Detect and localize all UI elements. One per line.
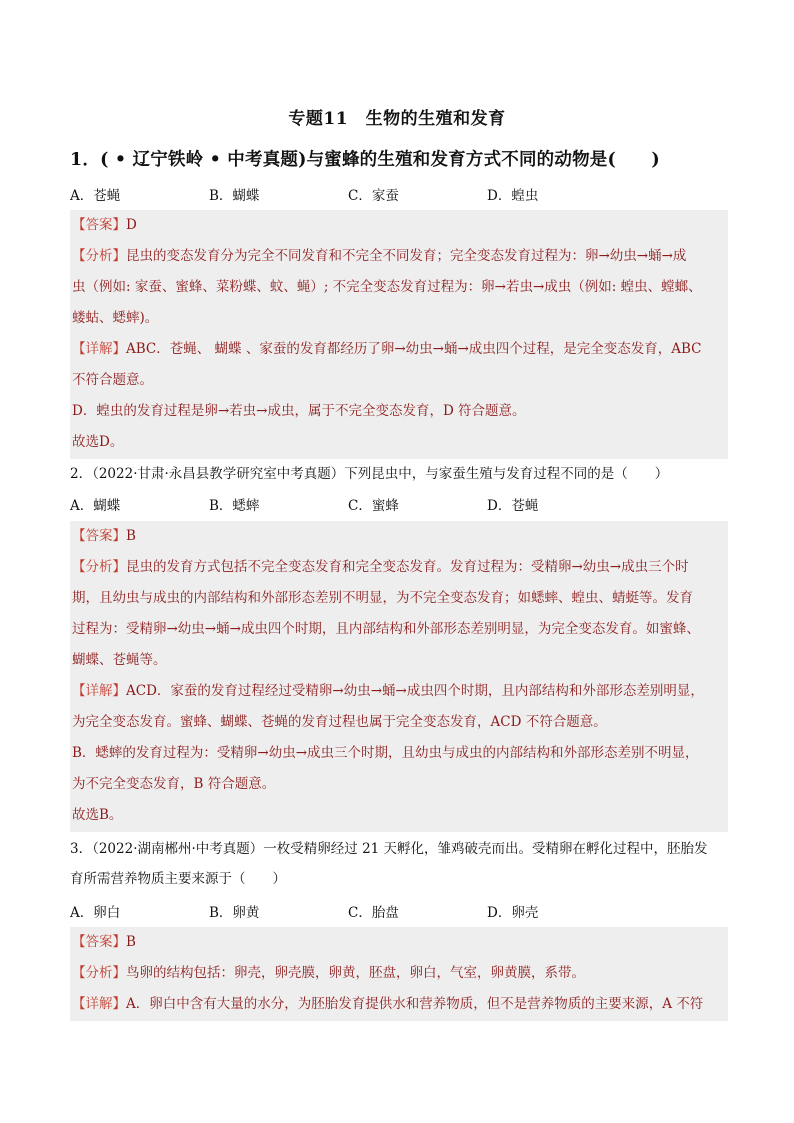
analysis-text: 昆虫的发育方式包括不完全变态发育和完全变态发育。发育过程为：受精卵→幼虫→成虫三个时 [126, 559, 689, 575]
detail-text: 不符合题意。 [72, 372, 153, 388]
analysis-tag: 【分析】 [72, 965, 126, 981]
detail-text: ACD．家蚕的发育过程经过受精卵→幼虫→蛹→成虫四个时期，且内部结构和外部形态差别明显， [126, 683, 704, 699]
answer-value: B [126, 934, 136, 950]
question-1-option-c: C．家蚕 [348, 188, 399, 204]
question-3-option-c: C．胎盘 [348, 905, 399, 921]
detail-tag: 【详解】 [72, 683, 126, 699]
answer-value: D [126, 217, 137, 233]
analysis-text: 期，且幼虫与成虫的内部结构和外部形态差别不明显，为不完全变态发育；如蟋蟀、蝗虫、蜻蜓等。发育 [72, 590, 693, 606]
answer-value: B [126, 528, 136, 544]
question-3-option-b: B．卵黄 [209, 905, 260, 921]
detail-text: D．蝗虫的发育过程是卵→若虫→成虫，属于不完全变态发育，D 符合题意。 [72, 403, 526, 419]
question-1-option-b: B．蝴蝶 [209, 188, 260, 204]
analysis-tag: 【分析】 [72, 559, 126, 575]
analysis-text: 蝴蝶、苍蝇等。 [72, 652, 167, 668]
detail-tag: 【详解】 [72, 996, 126, 1012]
question-3-option-a: A．卵白 [70, 905, 121, 921]
analysis-text: 鸟卵的结构包括：卵壳，卵壳膜，卵黄，胚盘，卵白，气室，卵黄膜，系带。 [126, 965, 585, 981]
question-2-option-d: D．苍蝇 [487, 498, 539, 514]
analysis-line [72, 958, 728, 989]
answer-line [72, 521, 728, 552]
page-title: 专题11 生物的生殖和发育 [288, 109, 506, 129]
detail-text: ABC．苍蝇、 蝴蝶 、家蚕的发育都经历了卵→幼虫→蛹→成虫四个过程，是完全变态发育，ABC [126, 341, 702, 357]
analysis-line [72, 552, 728, 583]
question-3-option-d: D．卵壳 [487, 905, 539, 921]
question-2-option-b: B．蟋蟀 [209, 498, 260, 514]
analysis-text: 昆虫的变态发育分为完全不同发育和不完全不同发育；完全变态发育过程为：卵→幼虫→蛹→成 [126, 248, 687, 264]
question-1-stem: 1．( • 辽宁铁岭 • 中考真题)与蜜蜂的生殖和发育方式不同的动物是( ) [70, 150, 660, 170]
question-3-options [70, 901, 730, 925]
analysis-line [72, 241, 728, 272]
detail-line [72, 989, 728, 1020]
question-2-stem: 2．（2022·甘肃·永昌县教学研究室中考真题）下列昆虫中，与家蚕生殖与发育过程不同的是（ ） [70, 466, 669, 482]
analysis-text: 蝼蛄、蟋蟀)。 [72, 310, 159, 326]
detail-text: B．蟋蟀的发育过程为：受精卵→幼虫→成虫三个时期，且幼虫与成虫的内部结构和外部形态差别不明显， [72, 745, 699, 761]
question-2-options [70, 494, 730, 518]
detail-text: 故选D。 [72, 434, 124, 450]
question-2-solution [70, 521, 728, 832]
question-2-option-a: A．蝴蝶 [70, 498, 121, 514]
question-1-option-a: A．苍蝇 [70, 188, 121, 204]
analysis-text: 虫（例如: 家蚕、蜜蜂、菜粉蝶、蚊、蝇）; 不完全变态发育过程为：卵→若虫→成虫（例如: 蝗虫、螳螂、 [72, 279, 702, 295]
detail-line [72, 334, 728, 365]
answer-tag: 【答案】 [72, 934, 126, 950]
answer-line [72, 927, 728, 958]
detail-text: 为不完全变态发育，B 符合题意。 [72, 776, 276, 792]
question-2-option-c: C．蜜蜂 [348, 498, 399, 514]
analysis-text: 过程为：受精卵→幼虫→蛹→成虫四个时期，且内部结构和外部形态差别明显，为完全变态发育。如蜜蜂、 [72, 621, 700, 637]
question-1-solution [70, 210, 728, 459]
answer-tag: 【答案】 [72, 528, 126, 544]
detail-tag: 【详解】 [72, 341, 126, 357]
answer-line [72, 210, 728, 241]
question-3-stem-line-1: 3．（2022·湖南郴州·中考真题）一枚受精卵经过 21 天孵化，雏鸡破壳而出。受精卵在孵化过程中，胚胎发 [70, 841, 708, 857]
question-3-stem-line-2: 育所需营养物质主要来源于（ ） [70, 871, 286, 887]
detail-line [72, 676, 728, 707]
question-3-solution [70, 927, 728, 1021]
question-1-option-d: D．蝗虫 [487, 188, 539, 204]
detail-text: 故选B。 [72, 807, 123, 823]
detail-text: A．卵白中含有大量的水分，为胚胎发育提供水和营养物质，但不是营养物质的主要来源，A 不符 [126, 996, 704, 1012]
question-1-options [70, 184, 730, 208]
analysis-tag: 【分析】 [72, 248, 126, 264]
detail-text: 为完全变态发育。蜜蜂、蝴蝶、苍蝇的发育过程也属于完全变态发育，ACD 不符合题意。 [72, 714, 607, 730]
answer-tag: 【答案】 [72, 217, 126, 233]
